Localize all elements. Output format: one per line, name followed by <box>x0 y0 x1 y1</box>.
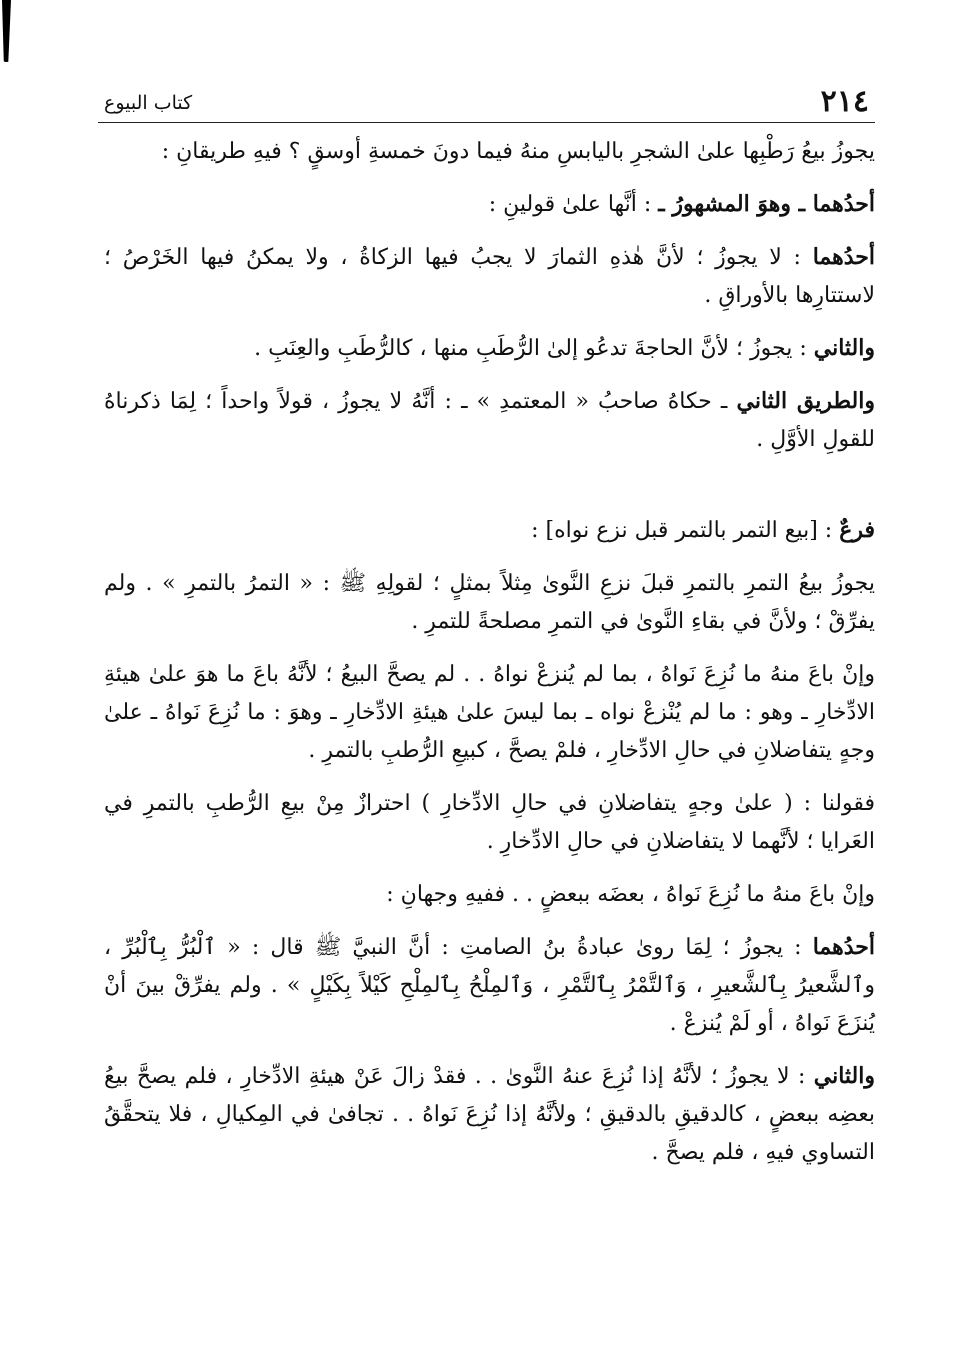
paragraph <box>104 784 875 861</box>
section-heading-branch <box>104 511 875 550</box>
paragraph <box>104 655 875 770</box>
paragraph <box>104 928 875 1043</box>
page-header <box>98 84 875 123</box>
paragraph-lead: والثاني <box>813 1063 875 1089</box>
paragraph-lead: والطريق الثاني <box>736 388 876 414</box>
paragraph-text: : أنَّها علىٰ قولينِ : <box>488 192 659 217</box>
paragraph-text: : لا يجوزُ ؛ لأنَّ هٰذهِ الثمارَ لا يجبُ فيها الزكاةُ ، ولا يمكنُ فيها الخَرْصُ ؛ لاستتارِها بالأوراقِ . <box>104 245 875 308</box>
paragraph <box>104 382 875 459</box>
paragraph <box>104 1057 875 1172</box>
paragraph-text: : يجوزُ ؛ لِمَا روىٰ عبادةُ بنُ الصامتِ : أنَّ النبيَّ ﷺ قال : « ٱلْبُرُّ بِٱلْبُرِّ ، وٱلشَّعيرُ بِٱلشَّعيرِ ، وَٱلتَّمْرُ بِٱلتَّمْرِ ، وَٱلمِلْحُ بِٱلمِلْحِ كَيْلاً بِكَيْلٍ » . ولم يفرِّقْ بينَ أنْ يُنزَعَ نَواهُ ، أو لَمْ يُنزعْ . <box>104 935 875 1036</box>
paragraph-lead: أحدُهما <box>812 934 875 960</box>
paragraph-text: : يجوزُ ؛ لأنَّ الحاجةَ تدعُو إلىٰ الرُّطَبِ منها ، كالرُّطَبِ والعِنَبِ . <box>254 336 814 361</box>
paragraph <box>104 238 875 315</box>
page-body <box>104 132 875 1186</box>
paragraph-lead: أحدُهما ـ وهوَ المشهورُ ـ <box>658 191 875 217</box>
paragraph-lead: والثاني <box>813 335 875 361</box>
paragraph-text: فقولنا : ( علىٰ وجهٍ يتفاضلانِ في حالِ الادِّخارِ ) احترازٌ مِنْ بيعِ الرُّطبِ بالتمرِ في العَرايا ؛ لأنَّهما لا يتفاضلانِ في حالِ الادِّخارِ . <box>104 791 875 854</box>
paragraph <box>104 329 875 368</box>
paragraph <box>104 564 875 641</box>
paragraph-text: وإنْ باعَ منهُ ما نُزِعَ نَواهُ ، بما لم يُنزعْ نواهُ . . لم يصحَّ البيعُ ؛ لأنَّهُ باعَ ما هوَ علىٰ هيئةِ الادِّخارِ ـ وهو : ما لم يُنْزعْ نواه ـ بما ليسَ علىٰ هيئةِ الادِّخارِ ـ وهوَ : ما نُزِعَ نَواهُ ـ علىٰ وجهٍ يتفاضلانِ في حالِ الادِّخارِ ، فلمْ يصحَّ ، كبيعِ الرُّطبِ بالتمرِ . <box>104 662 875 763</box>
scan-edge-mark <box>2 0 11 62</box>
paragraph <box>104 132 875 171</box>
paragraph <box>104 185 875 224</box>
paragraph <box>104 875 875 914</box>
paragraph-text: ـ حكاهُ صاحبُ « المعتمدِ » ـ : أنَّهُ لا يجوزُ ، قولاً واحداً ؛ لِمَا ذكرناهُ للقولِ الأوَّلِ . <box>104 389 875 452</box>
paragraph-text: يجوزُ بيعُ رَطْبِها علىٰ الشجرِ باليابسِ منهُ فيما دونَ خمسةِ أوسقٍ ؟ فيهِ طريقانِ : <box>161 139 875 164</box>
page-number: ٢١٤ <box>820 84 869 119</box>
paragraph-text: : [بيع التمر بالتمر قبل نزع نواه] : <box>531 518 840 543</box>
paragraph-text: : لا يجوزُ ؛ لأنَّهُ إذا نُزِعَ عنهُ النَّوىٰ . . فقدْ زالَ عَنْ هيئةِ الادِّخارِ ، فلم يصحَّ بيعُ بعضِه ببعضٍ ، كالدقيقِ بالدقيقِ ؛ ولأنَّهُ إذا نُزِعَ نَواهُ . . تجافىٰ في المِكيالِ ، فلا يتحقَّقُ التساوي فيهِ ، فلم يصحَّ . <box>104 1064 875 1165</box>
paragraph-text: وإنْ باعَ منهُ ما نُزِعَ نَواهُ ، بعضَه ببعضٍ . . ففيهِ وجهانِ : <box>386 882 875 907</box>
paragraph-text: يجوزُ بيعُ التمرِ بالتمرِ قبلَ نزعِ النَّوىٰ مِثلاً بمثلٍ ؛ لقولِهِ ﷺ : « التمرُ بالتمرِ » . ولم يفرِّقْ ؛ ولأنَّ في بقاءِ النَّوىٰ في التمرِ مصلحةً للتمرِ . <box>104 571 875 634</box>
book-title: كتاب البيوع <box>104 92 193 114</box>
paragraph-lead: فرعٌ <box>839 517 875 543</box>
paragraph-lead: أحدُهما <box>812 244 875 270</box>
